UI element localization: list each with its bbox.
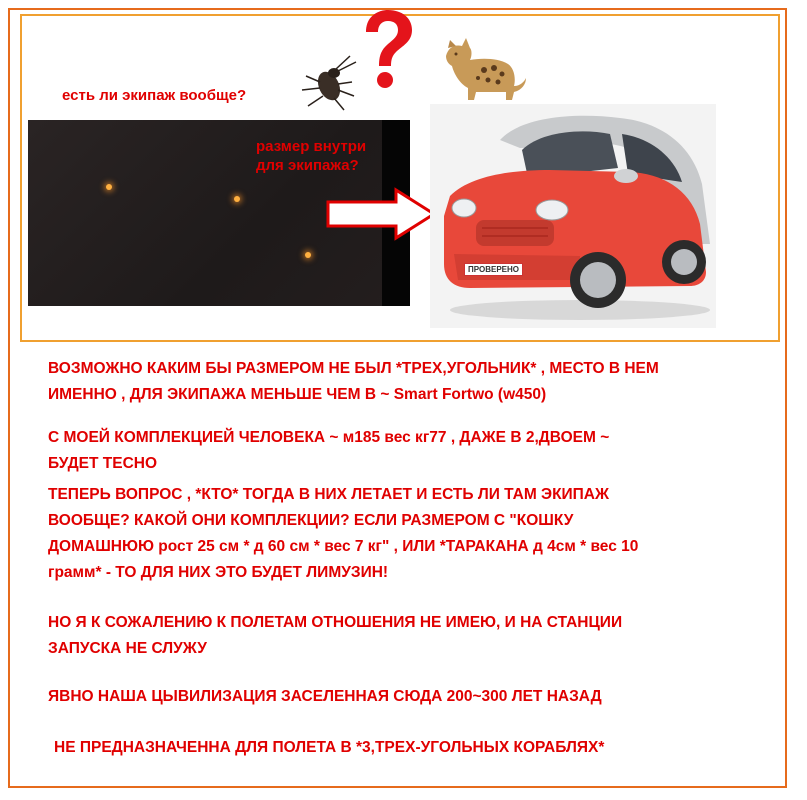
cat-icon <box>436 28 528 102</box>
arrow-right-icon <box>326 186 438 242</box>
paragraph-5-line-1: ЯВНО НАША ЦЫВИЛИЗАЦИЯ ЗАСЕЛЕННАЯ СЮДА 200~300 ЛЕТ НАЗАД <box>48 688 602 705</box>
paragraph-4-line-1: НО Я К СОЖАЛЕНИЮ К ПОЛЕТАМ ОТНОШЕНИЯ НЕ ИМЕЮ, И НА СТАНЦИИ <box>48 614 623 631</box>
paragraph-1-line-2: ИМЕННО , ДЛЯ ЭКИПАЖА МЕНЬШЕ ЧЕМ В ~ Smart Fortwo (w450) <box>48 386 547 403</box>
light-dot <box>106 184 112 190</box>
paragraph-2 <box>48 425 748 477</box>
size-question-line2: для экипажа? <box>256 157 359 174</box>
paragraph-2-line-1: С МОЕЙ КОМПЛЕКЦИЕЙ ЧЕЛОВЕКА ~ м185 вес кг77 , ДАЖЕ В 2,ДВОЕМ ~ <box>48 429 610 446</box>
paragraph-3-line-2: ВООБЩЕ? КАКОЙ ОНИ КОМПЛЕКЦИИ? ЕСЛИ РАЗМЕРОМ С "КОШКУ <box>48 512 574 529</box>
paragraph-3-line-3: ДОМАШНЮЮ рост 25 см * д 60 см * вес 7 кг" , ИЛИ *ТАРАКАНА д 4см * вес 10 <box>48 538 639 555</box>
size-question <box>256 137 366 175</box>
verified-badge: ПРОВЕРЕНО <box>464 263 523 276</box>
light-dot <box>305 252 311 258</box>
paragraph-1-line-1: ВОЗМОЖНО КАКИМ БЫ РАЗМЕРОМ НЕ БЫЛ *ТРЕХ,УГОЛЬНИК* , МЕСТО В НЕМ <box>48 360 659 377</box>
paragraph-6 <box>54 735 774 761</box>
paragraph-3 <box>48 482 768 586</box>
question-mark-icon <box>358 8 416 90</box>
paragraph-2-line-2: БУДЕТ ТЕСНО <box>48 455 158 472</box>
paragraph-1 <box>48 356 788 408</box>
paragraph-5 <box>48 684 768 710</box>
smart-fortwo-photo <box>430 104 716 328</box>
paragraph-4-line-2: ЗАПУСКА НЕ СЛУЖУ <box>48 640 207 657</box>
paragraph-6-line-1: НЕ ПРЕДНАЗНАЧЕННА ДЛЯ ПОЛЕТА В *3,ТРЕХ-УГОЛЬНЫХ КОРАБЛЯХ* <box>54 739 605 756</box>
paragraph-4 <box>48 610 768 662</box>
paragraph-3-line-1: ТЕПЕРЬ ВОПРОС , *КТО* ТОГДА В НИХ ЛЕТАЕТ И ЕСТЬ ЛИ ТАМ ЭКИПАЖ <box>48 486 610 503</box>
car-illustration <box>430 104 716 328</box>
light-dot <box>234 196 240 202</box>
crew-question: есть ли экипаж вообще? <box>62 87 247 104</box>
paragraph-3-line-4: грамм* - ТО ДЛЯ НИХ ЭТО БУДЕТ ЛИМУЗИН! <box>48 564 389 581</box>
cockroach-icon <box>298 54 360 112</box>
size-question-line1: размер внутри <box>256 138 367 155</box>
